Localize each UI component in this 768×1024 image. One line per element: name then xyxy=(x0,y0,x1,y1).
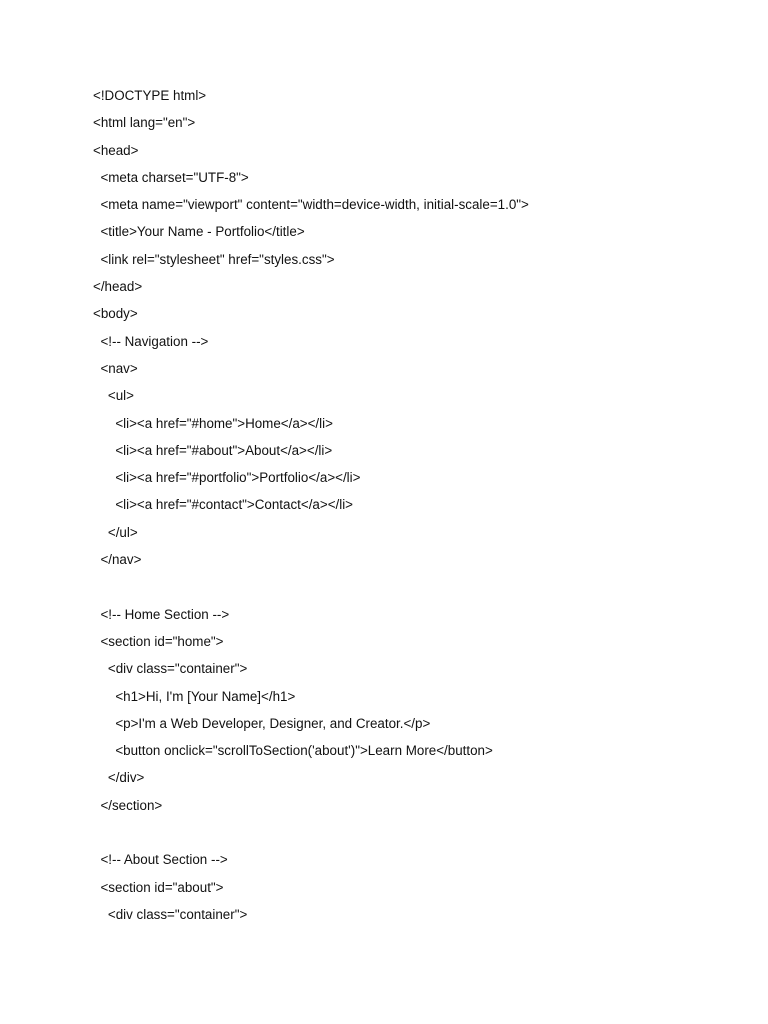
code-line: </ul> xyxy=(93,524,138,540)
code-line: <li><a href="#contact">Contact</a></li> xyxy=(93,497,354,513)
code-line: <meta name="viewport" content="width=device-width, initial-scale=1.0"> xyxy=(93,197,529,213)
code-line: <!-- Navigation --> xyxy=(93,333,209,349)
code-line: <!-- About Section --> xyxy=(93,852,228,868)
code-line: <meta charset="UTF-8"> xyxy=(93,169,249,185)
code-line: <p>I'm a Web Developer, Designer, and Creator.</p> xyxy=(93,715,431,731)
code-line: <html lang="en"> xyxy=(93,115,196,131)
code-line: <!-- Home Section --> xyxy=(93,606,230,622)
code-line: <section id="about"> xyxy=(93,879,224,895)
code-line: <li><a href="#about">About</a></li> xyxy=(93,442,333,458)
code-line: <button onclick="scrollToSection('about')">Learn More</button> xyxy=(93,743,493,759)
code-line: <div class="container"> xyxy=(93,661,248,677)
code-line: </div> xyxy=(93,770,145,786)
code-line: <div class="container"> xyxy=(93,906,248,922)
code-line: <body> xyxy=(93,306,138,322)
code-line: <nav> xyxy=(93,360,138,376)
code-line: <ul> xyxy=(93,388,134,404)
code-line: <link rel="stylesheet" href="styles.css"> xyxy=(93,251,335,267)
code-line: <li><a href="#portfolio">Portfolio</a></li> xyxy=(93,470,361,486)
code-line: <li><a href="#home">Home</a></li> xyxy=(93,415,333,431)
code-line: <h1>Hi, I'm [Your Name]</h1> xyxy=(93,688,296,704)
code-listing xyxy=(93,86,529,932)
code-line: <section id="home"> xyxy=(93,633,224,649)
code-line xyxy=(93,823,529,850)
code-line: <!DOCTYPE html> xyxy=(93,88,207,103)
code-line: </section> xyxy=(93,797,163,813)
code-line: <head> xyxy=(93,142,139,158)
code-line: </nav> xyxy=(93,552,142,568)
code-line: </head> xyxy=(93,279,143,295)
code-line: <title>Your Name - Portfolio</title> xyxy=(93,224,305,240)
code-line xyxy=(93,577,529,604)
